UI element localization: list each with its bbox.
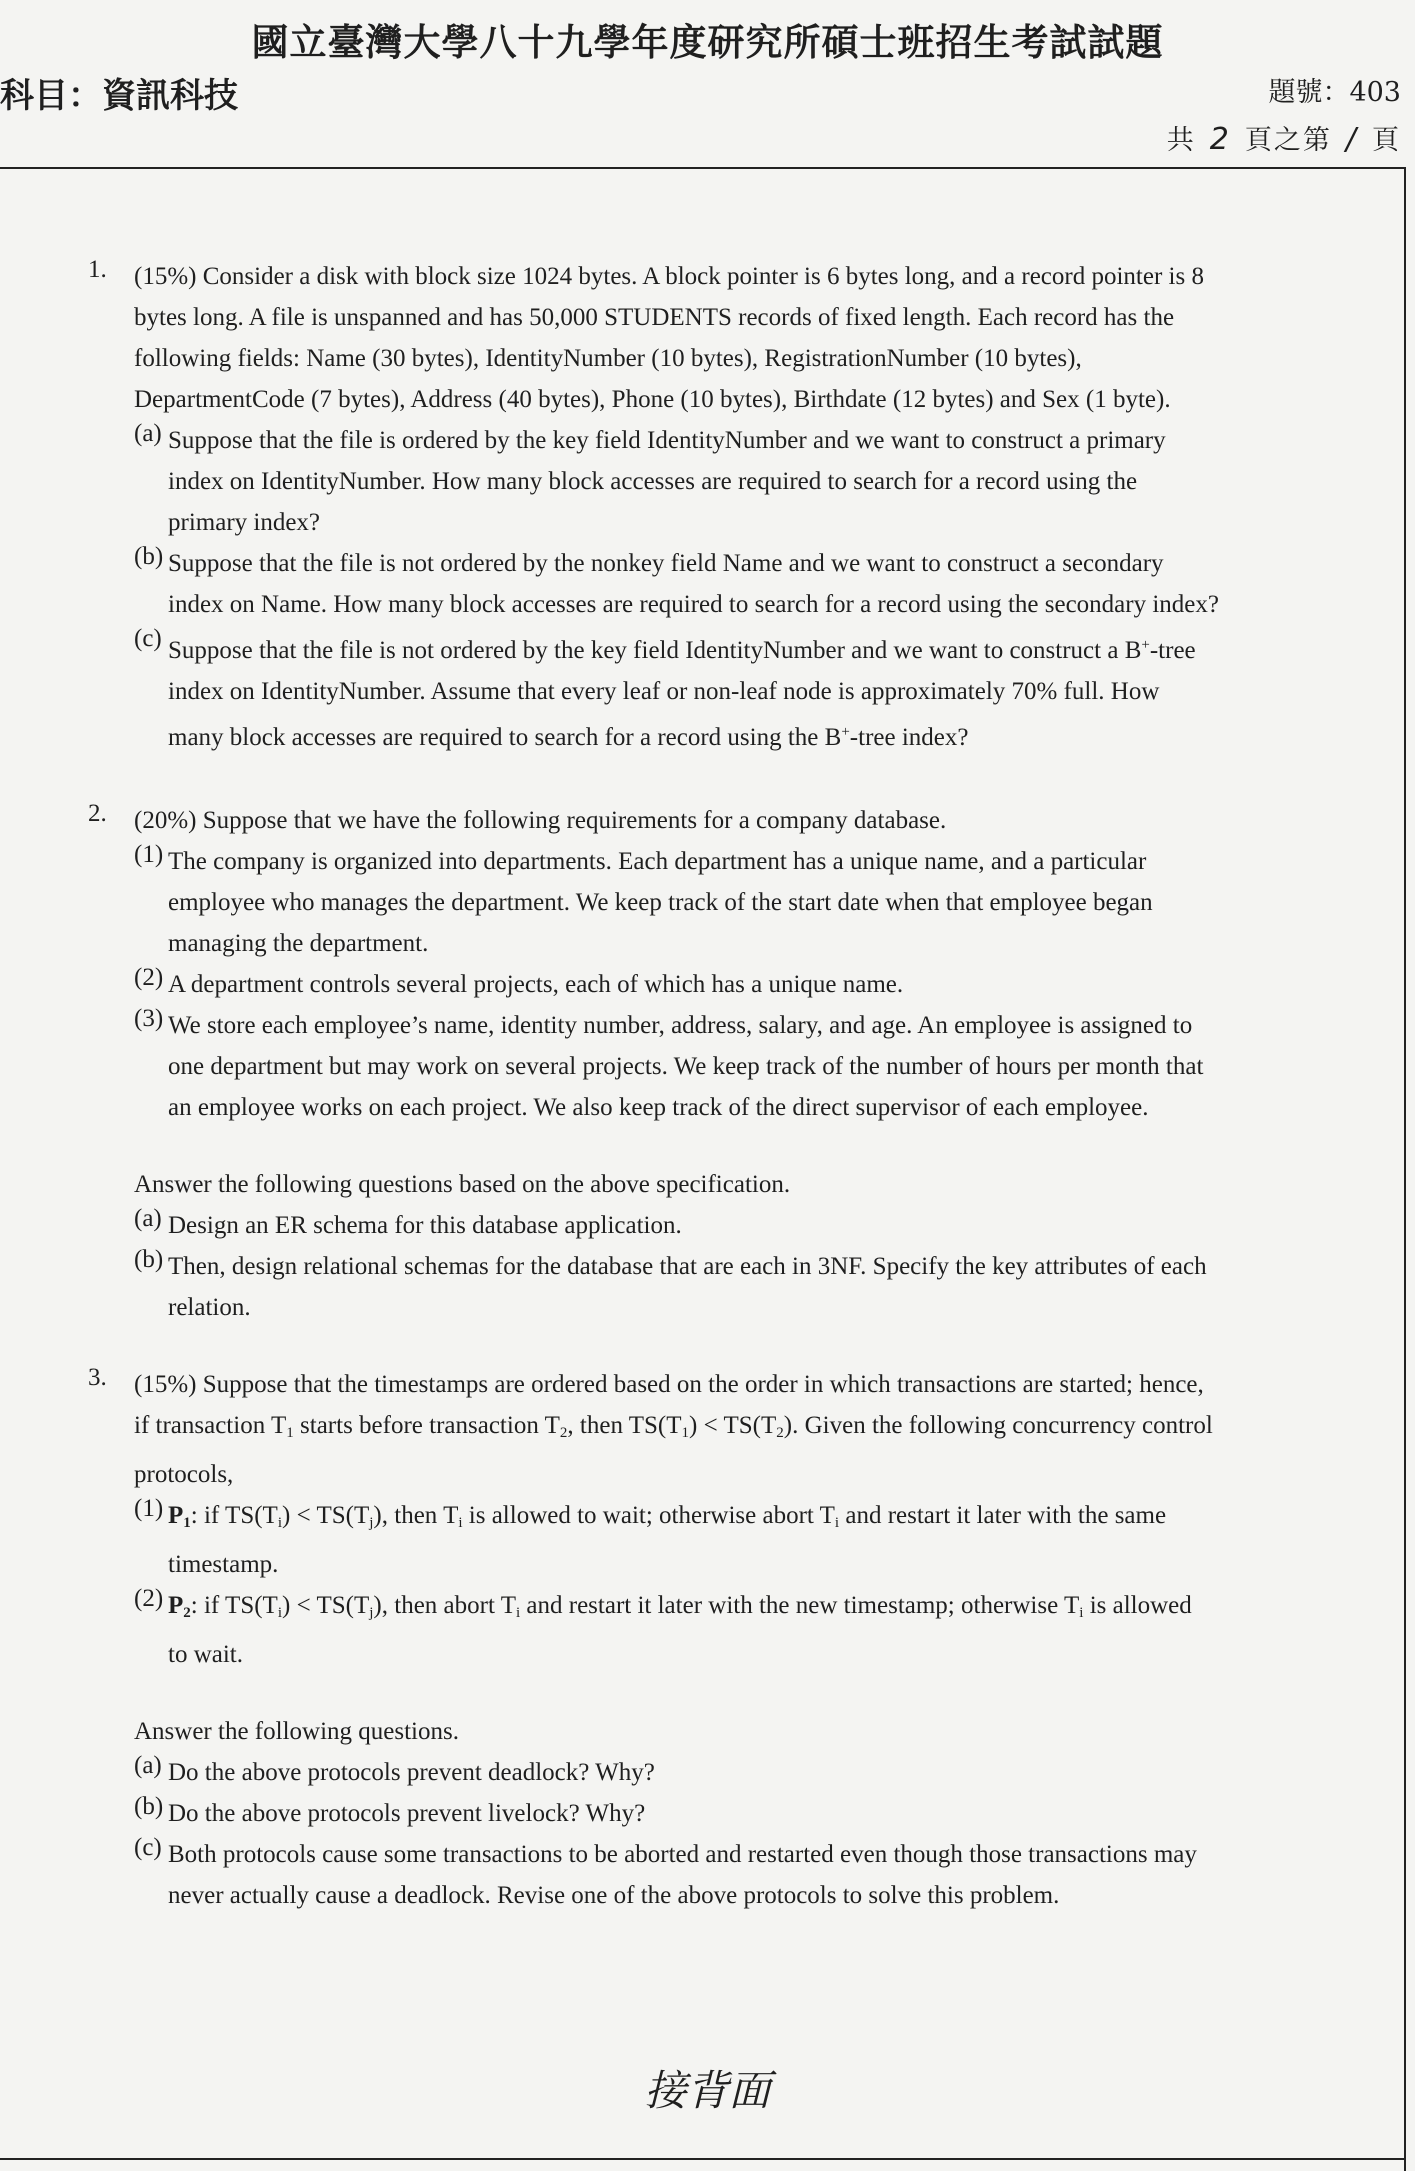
subscript: 1: [286, 1425, 294, 1441]
q1-line: DepartmentCode (7 bytes), Address (40 bytes), Phone (10 bytes), Birthdate (12 bytes) and Sex (1 byte).: [134, 386, 1171, 413]
subscript: i: [1079, 1605, 1084, 1621]
subscript: 1: [681, 1425, 690, 1441]
subscript: i: [458, 1515, 463, 1531]
spacer: [134, 1128, 1318, 1164]
question-2: [88, 800, 1318, 1328]
q1-part-c: [134, 625, 1318, 758]
q2-line: (20%) Suppose that we have the following requirements for a company database.: [134, 807, 947, 834]
q1c-line: [168, 712, 1318, 758]
subscript: i: [834, 1515, 840, 1531]
q3-protocol-line: [168, 1495, 1318, 1544]
q3-protocol-line: timestamp.: [168, 1551, 279, 1578]
superscript: +: [1141, 637, 1150, 653]
text: ), then T: [373, 1502, 459, 1529]
q1-line: (15%) Consider a disk with block size 1024 bytes. A block pointer is 6 bytes long, and a record pointer is 8: [134, 263, 1204, 290]
text: ), then abort T: [373, 1592, 516, 1619]
q2-req-line: employee who manages the department. We keep track of the start date when that employee began: [168, 889, 1153, 916]
superscript: +: [841, 724, 850, 740]
subject-label: 科目：資訊科技: [0, 76, 238, 116]
text: and restart it later with the new timestamp; otherwise T: [520, 1592, 1080, 1619]
question-number: 題號：403: [1268, 77, 1401, 108]
q2-req-line: A department controls several projects, each of which has a unique name.: [168, 971, 904, 998]
q2-req-3: [134, 1005, 1318, 1128]
text: ) < TS(T: [282, 1502, 370, 1529]
q3-protocol-line: to wait.: [168, 1641, 243, 1668]
text: : if TS(T: [190, 1502, 278, 1529]
header-rule: [0, 167, 1406, 169]
q3b-line: Do the above protocols prevent livelock? Why?: [168, 1800, 646, 1827]
spacer: [88, 758, 1318, 800]
subscript: i: [277, 1515, 282, 1531]
q3c-line: Both protocols cause some transactions to be aborted and restarted even though those transactions may: [168, 1841, 1197, 1868]
q2-req-line: managing the department.: [168, 930, 429, 957]
q1-part-b: [134, 543, 1318, 625]
q1-line: following fields: Name (30 bytes), IdentityNumber (10 bytes), RegistrationNumber (10 bytes),: [134, 345, 1082, 372]
question-2-number: 2.: [88, 800, 107, 827]
q2-answer-intro: Answer the following questions based on the above specification.: [134, 1171, 791, 1198]
q1b-line: index on Name. How many block accesses are required to search for a record using the secondary index?: [168, 591, 1219, 618]
text: is allowed: [1083, 1592, 1192, 1619]
text: P: [168, 1592, 184, 1619]
protocol-name: [168, 1592, 191, 1619]
right-border: [1404, 167, 1406, 2171]
protocol-name: [168, 1502, 191, 1529]
subscript: 1: [183, 1515, 191, 1531]
part-marker: (1): [134, 1495, 164, 1522]
part-marker: (2): [134, 964, 164, 991]
part-marker: (b): [134, 1246, 164, 1273]
question-3-number: 3.: [88, 1364, 107, 1391]
pages-prefix: 共: [1166, 125, 1196, 156]
subscript: 2: [776, 1425, 784, 1441]
part-marker: (b): [134, 543, 164, 570]
q3-line: (15%) Suppose that the timestamps are ordered based on the order in which transactions are started; hence,: [134, 1371, 1204, 1398]
bottom-border: [0, 2158, 1406, 2160]
q3-line: [134, 1405, 1318, 1454]
part-marker: (c): [134, 625, 162, 652]
q1a-line: Suppose that the file is ordered by the key field IdentityNumber and we want to construct a primary: [168, 427, 1166, 454]
q1a-line: index on IdentityNumber. How many block accesses are required to search for a record using the: [168, 468, 1138, 495]
q1-part-a: [134, 420, 1318, 543]
q1b-line: Suppose that the file is not ordered by the nonkey field Name and we want to construct a secondary: [168, 550, 1164, 577]
text: -tree: [1149, 637, 1196, 664]
q2a-line: Design an ER schema for this database application.: [168, 1212, 682, 1239]
part-marker: (2): [134, 1585, 164, 1612]
page-count: [1167, 118, 1401, 157]
text: is allowed to wait; otherwise abort T: [462, 1502, 835, 1529]
pages-total: 2: [1209, 122, 1231, 157]
subscript: 2: [559, 1425, 568, 1441]
question-3: [88, 1364, 1318, 1916]
text: , then TS(T: [567, 1412, 682, 1439]
text: Suppose that the file is not ordered by the key field IdentityNumber and we want to construct a B: [168, 637, 1142, 664]
q2-req-2: [134, 964, 1318, 1005]
q3-protocol-1: [134, 1495, 1318, 1585]
exam-body: [88, 256, 1318, 1916]
pages-mid: 頁之第: [1244, 125, 1332, 156]
part-marker: (a): [134, 420, 162, 447]
q2-req-line: an employee works on each project. We also keep track of the direct supervisor of each employee.: [168, 1094, 1149, 1121]
q2-req-1: [134, 841, 1318, 964]
continue-on-back-note: 接背面: [644, 2066, 771, 2115]
q2-req-line: The company is organized into departments. Each department has a unique name, and a particular: [168, 848, 1147, 875]
q1a-line: primary index?: [168, 509, 321, 536]
q3-protocol-line: [168, 1585, 1318, 1634]
q2b-line: relation.: [168, 1294, 251, 1321]
q3-part-b: [134, 1793, 1318, 1834]
text: ). Given the following concurrency control: [783, 1412, 1213, 1439]
q1c-line: [168, 625, 1318, 671]
q3-part-a: [134, 1752, 1318, 1793]
part-marker: (3): [134, 1005, 164, 1032]
q2-part-b: [134, 1246, 1318, 1328]
pages-suffix: 頁: [1372, 125, 1401, 156]
part-marker: (b): [134, 1793, 164, 1820]
text: many block accesses are required to search for a record using the B: [168, 724, 842, 751]
question-1: [88, 256, 1318, 758]
q3-answer-intro: Answer the following questions.: [134, 1718, 459, 1745]
q3a-line: Do the above protocols prevent deadlock? Why?: [168, 1759, 655, 1786]
q1-line: bytes long. A file is unspanned and has 50,000 STUDENTS records of fixed length. Each record has the: [134, 304, 1175, 331]
text: ) < TS(T: [282, 1592, 370, 1619]
text: P: [168, 1502, 184, 1529]
q2-req-line: We store each employee’s name, identity number, address, salary, and age. An employee is assigned to: [168, 1012, 1193, 1039]
q2b-line: Then, design relational schemas for the database that are each in 3NF. Specify the key attributes of each: [168, 1253, 1207, 1280]
subscript: j: [369, 1605, 374, 1621]
part-marker: (1): [134, 841, 164, 868]
pages-current: /: [1345, 122, 1358, 157]
exam-title: 國立臺灣大學八十九學年度研究所碩士班招生考試試題: [251, 20, 1164, 64]
text: -tree index?: [849, 724, 969, 751]
q1c-line: index on IdentityNumber. Assume that every leaf or non-leaf node is approximately 70% full. How: [168, 678, 1160, 705]
q3c-line: never actually cause a deadlock. Revise one of the above protocols to solve this problem.: [168, 1882, 1060, 1909]
part-marker: (a): [134, 1752, 162, 1779]
q3-protocol-2: [134, 1585, 1318, 1675]
subscript: i: [277, 1605, 282, 1621]
subscript: j: [369, 1515, 374, 1531]
q2-req-line: one department but may work on several projects. We keep track of the number of hours per month that: [168, 1053, 1204, 1080]
subscript: i: [515, 1605, 521, 1621]
part-marker: (a): [134, 1205, 162, 1232]
text: : if TS(T: [190, 1592, 278, 1619]
text: if transaction T: [134, 1412, 287, 1439]
text: starts before transaction T: [293, 1412, 560, 1439]
text: ) < TS(T: [689, 1412, 777, 1439]
subscript: 2: [183, 1605, 191, 1621]
q3-part-c: [134, 1834, 1318, 1916]
spacer: [134, 1675, 1318, 1711]
question-1-number: 1.: [88, 256, 107, 283]
q3-line: protocols,: [134, 1461, 234, 1488]
text: and restart it later with the same: [839, 1502, 1167, 1529]
q2-part-a: [134, 1205, 1318, 1246]
spacer: [88, 1328, 1318, 1364]
part-marker: (c): [134, 1834, 162, 1861]
